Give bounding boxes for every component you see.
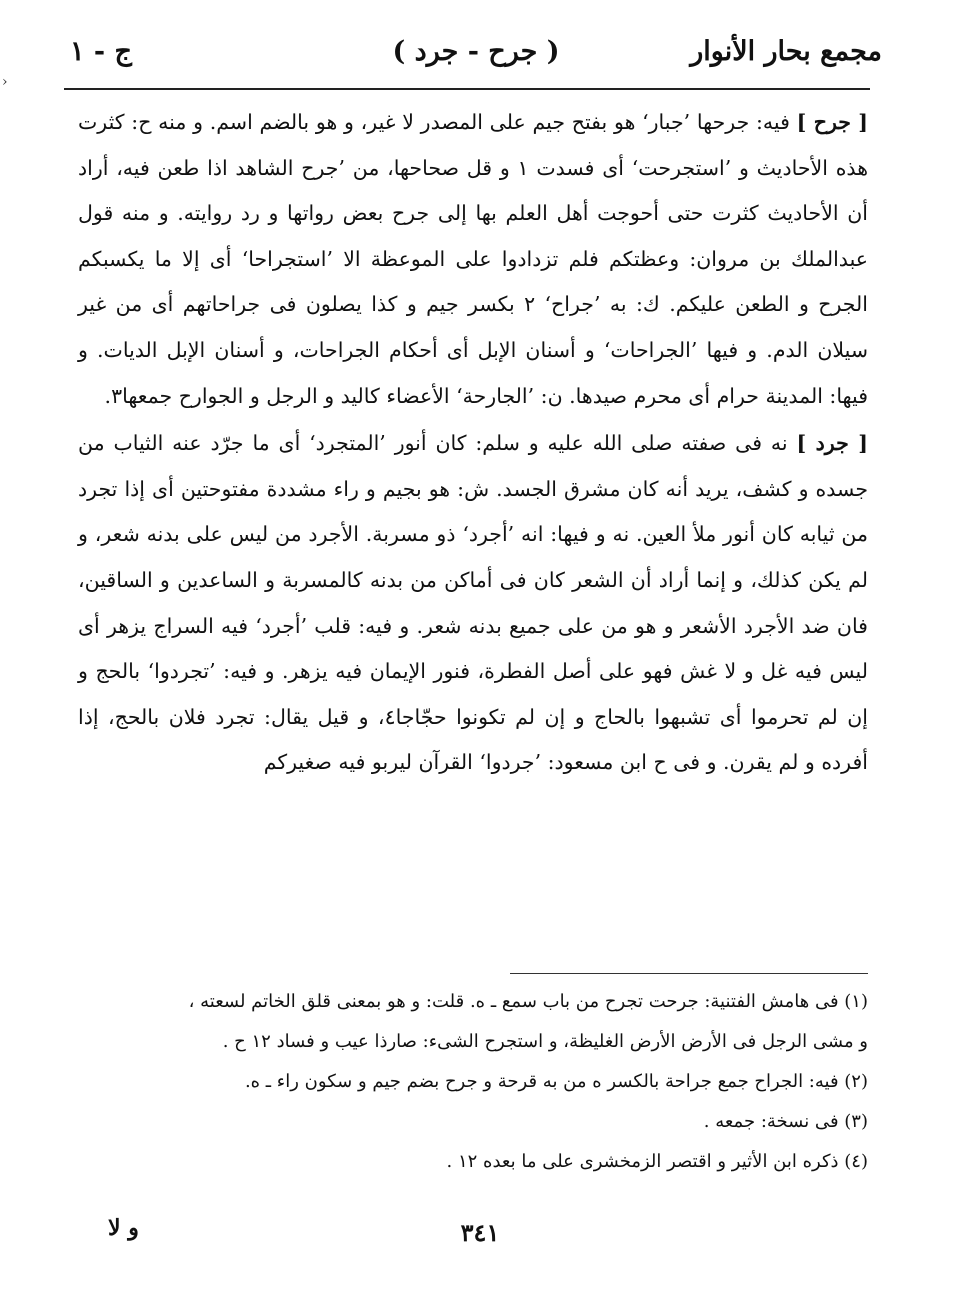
page-keywords: ( جرح - جرد ) [392,36,560,67]
entry-jrh [78,100,868,419]
entry-jrd [78,421,868,786]
headword-jrd: [ جرد ] [796,431,868,456]
footnote-rule [510,973,868,974]
book-title: مجمع بحار الأنوار [690,36,882,67]
margin-mark: › [2,74,8,90]
footnote-line: (٣) فى نسخة: جمعه . [703,1111,868,1132]
footnote-line: و مشى الرجل فى الأرض الأرض الغليظة، و استجرح الشىء: صارذا عيب و فساد ١٢ ح . [222,1031,868,1052]
footnote-line: (٢) فيه: الجراح جمع جراحة بالكسر ه من به قرحة و جرح بضم جيم و سكون راء ـ ه. [244,1071,868,1092]
entry-jrh-text: فيه: جرحها ’جبار‘ هو بفتح جيم على المصدر لا غير، و هو بالضم اسم. و منه ح: كثرت هذه الأحاديث و ’استجرحت‘ أى فسدت ١ و قل صحاحها، من ’جرح الشاهد اذا طعن فيه، أراد أن الأحاديث كثرت حتى أحوجت أهل العلم بها إلى جرح بعض رواتها و رد روايته. و منه قول عبدالملك بن مروان: وعظتكم فلم تزدادوا على الموعظة الا ’استجراحا‘ أى إلا ما يكسبكم الجرح و الطعن عليكم. ك: به ’جراح‘ ٢ بكسر جيم و كذا يصلون فى جراحاتهم أى من غير سيلان الدم. و فيها ’الجراحات‘ و أسنان الإبل أى أحكام الجراحات، و أسنان الإبل الديات. و فيها: المدينة حرام أى محرم صيدها. ن: ’الجارحة‘ الأعضاء كاليد و الرجل و الجوارح جمعها٣. [78,110,869,408]
catchword: و لا [108,1215,139,1241]
header-rule [64,88,870,90]
headword-jrh: [ جرح ] [796,110,868,134]
footnote-line: (٤) ذكره ابن الأثير و اقتصر الزمخشرى على ما بعده ١٢ . [446,1151,868,1172]
volume-number: ج - ١ [70,36,132,67]
footnote-line: (١) فى هامش الفتنية: جرحت تجرح من باب سمع ـ ه. قلت: و هو بمعنى قلق الخاتم لسعته ، [188,991,868,1012]
running-header [70,30,882,74]
main-text [78,100,868,786]
page-number: ٣٤١ [460,1218,500,1247]
footnotes [78,982,868,1182]
entry-jrd-text: نه فى صفته صلى الله عليه و سلم: كان أنور ’المتجرد‘ أى ما جرّد عنه الثياب من جسده و كشف، يريد أنه كان مشرق الجسد. ش: هو بجيم و راء مشددة مفتوحتين أى إذا تجرد من ثيابه كان أنور ملأ العين. نه و فيها: انه ’أجرد‘ ذو مسربة. الأجرد من ليس على بدنه شعر، و لم يكن كذلك، و إنما أراد أن الشعر كان فى أماكن من بدنه كالمسربة و الساعدين و الساقين، فان ضد الأجرد الأشعر و هو من على جميع بدنه شعر. و فيه: قلب ’أجرد‘ فيه السراج يزهر أى ليس فيه غل و لا غش فهو على أصل الفطرة، فنور الإيمان فيه يزهر. و فيه: ’تجردوا‘ بالحج و إن لم تحرموا أى تشبهوا بالحاج و إن لم تكونوا حجّاجا٤، و قيل يقال: تجرد فلان بالحج، إذا أفرده و لم يقرن. و فى ح ابن مسعود: ’جردوا‘ القرآن ليربو فيه صغيركم [78,431,869,775]
